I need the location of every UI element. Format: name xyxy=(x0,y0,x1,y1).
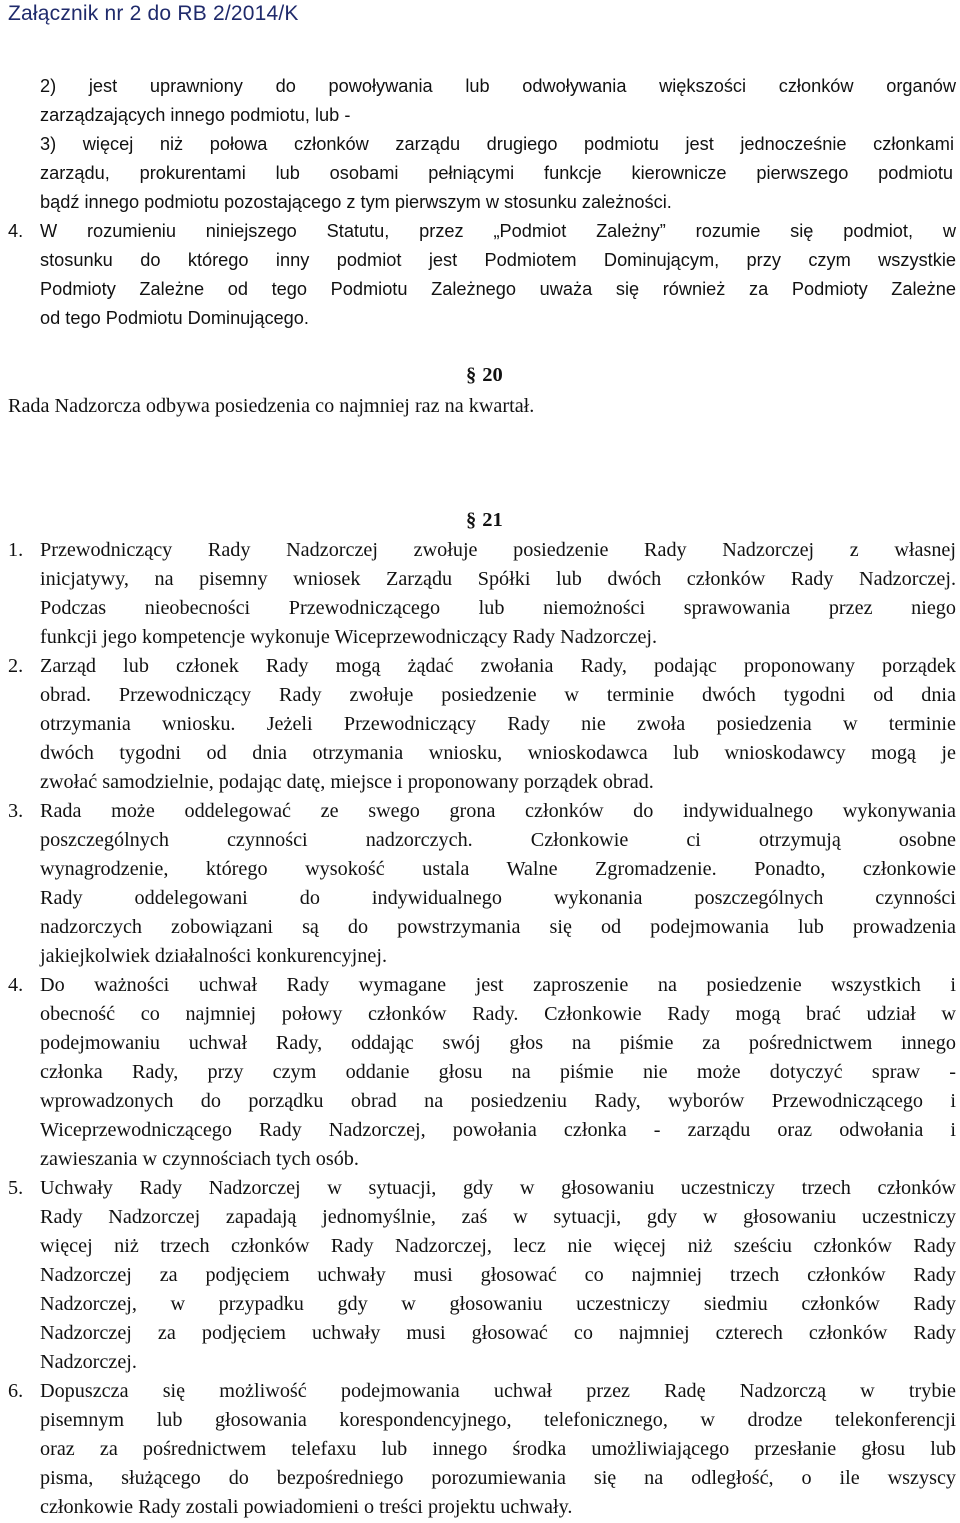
point-line: zwołać samodzielnie, podając datę, miejsce i proponowany porządek obrad. xyxy=(40,771,654,793)
point-line: Dopuszcza się możliwość podejmowania uchwał przez Radę Nadzorczą w trybie xyxy=(40,1380,956,1402)
point-number: 1. xyxy=(8,539,24,561)
section-number: 20 xyxy=(482,364,503,386)
intro-line: 3) więcej niż połowa członków zarządu drugiego podmiotu jest jednocześnie członkami xyxy=(40,134,954,154)
point-line: więcej niż trzech członków Rady Nadzorczej, lecz nie więcej niż sześciu członków Rady xyxy=(40,1235,956,1257)
paragraph-symbol: § xyxy=(466,509,477,531)
point-line: obecność co najmniej połowy członków Rady. Członkowie Rady mogą brać udział w xyxy=(40,1003,956,1025)
point-line: obrad. Przewodniczący Rady zwołuje posiedzenie w terminie dwóch tygodni od dnia xyxy=(40,684,956,706)
point-line: Rady oddelegowani do indywidualnego wykonania poszczególnych czynności xyxy=(40,887,956,909)
section-heading-20 xyxy=(466,364,503,387)
point-line: członka Rady, przy czym oddanie głosu na piśmie nie może dotyczyć spraw - xyxy=(40,1061,956,1083)
point-line: Nadzorczej. xyxy=(40,1351,137,1373)
item-line: od tego Podmiotu Dominującego. xyxy=(40,308,309,328)
intro-line: zarządu, prokurentami lub osobami pełniącymi funkcje kierownicze pierwszego podmiotu xyxy=(40,163,953,183)
point-line: Wiceprzewodniczącego Rady Nadzorczej, powołania członka - zarządu oraz odwołania i xyxy=(40,1119,956,1141)
point-line: Zarząd lub członek Rady mogą żądać zwołania Rady, podając proponowany porządek xyxy=(40,655,956,677)
point-line: jakiejkolwiek działalności konkurencyjnej. xyxy=(40,945,388,967)
item-line: Podmioty Zależne od tego Podmiotu Zależnego uważa się również za Podmioty Zależne xyxy=(40,279,956,299)
point-line: dwóch tygodni od dnia otrzymania wniosku, wnioskodawca lub wnioskodawcy mogą je xyxy=(40,742,956,764)
point-line: Rady Nadzorczej zapadają jednomyślnie, zaś w sytuacji, gdy w głosowaniu uczestniczy xyxy=(40,1206,956,1228)
intro-line: 2) jest uprawniony do powoływania lub odwoływania większości członków organów xyxy=(40,76,956,96)
point-number: 2. xyxy=(8,655,24,677)
point-line: Nadzorczej za podjęciem uchwały musi głosować co najmniej czterech członków Rady xyxy=(40,1322,956,1344)
point-line: Uchwały Rady Nadzorczej w sytuacji, gdy w głosowaniu uczestniczy trzech członków xyxy=(40,1177,956,1199)
item-number: 4. xyxy=(8,221,24,241)
intro-line: bądź innego podmiotu pozostającego z tym pierwszym w stosunku zależności. xyxy=(40,192,672,212)
point-line: wynagrodzenie, którego wysokość ustala Walne Zgromadzenie. Ponadto, członkowie xyxy=(40,858,956,880)
point-line: Rada może oddelegować ze swego grona członków do indywidualnego wykonywania xyxy=(40,800,956,822)
section-number: 21 xyxy=(482,509,503,531)
point-line: oraz za pośrednictwem telefaxu lub innego środka umożliwiającego przesłanie głosu lub xyxy=(40,1438,956,1460)
point-number: 6. xyxy=(8,1380,24,1402)
point-line: poszczególnych czynności nadzorczych. Członkowie ci otrzymują osobne xyxy=(40,829,956,851)
point-line: inicjatywy, na pisemny wniosek Zarządu Spółki lub dwóch członków Rady Nadzorczej. xyxy=(40,568,956,590)
point-line: nadzorczych zobowiązani są do powstrzymania się od podejmowania lub prowadzenia xyxy=(40,916,956,938)
point-line: otrzymania wniosku. Jeżeli Przewodniczący Rady nie zwoła posiedzenia w terminie xyxy=(40,713,956,735)
item-line: W rozumieniu niniejszego Statutu, przez „Podmiot Zależny” rozumie się podmiot, w xyxy=(40,221,956,241)
section-text: Rada Nadzorcza odbywa posiedzenia co najmniej raz na kwartał. xyxy=(8,395,535,417)
point-line: pisma, służącego do bezpośredniego porozumiewania się na odległość, o ile wszyscy xyxy=(40,1467,956,1489)
point-line: członkowie Rady zostali powiadomieni o treści projektu uchwały. xyxy=(40,1496,573,1518)
point-line: Przewodniczący Rady Nadzorczej zwołuje posiedzenie Rady Nadzorczej z własnej xyxy=(40,539,956,561)
point-number: 5. xyxy=(8,1177,24,1199)
point-line: wprowadzonych do porządku obrad na posiedzeniu Rady, wyborów Przewodniczącego i xyxy=(40,1090,956,1112)
point-line: Nadzorczej, w przypadku gdy w głosowaniu uczestniczy siedmiu członków Rady xyxy=(40,1293,956,1315)
point-line: Podczas nieobecności Przewodniczącego lub niemożności sprawowania przez niego xyxy=(40,597,956,619)
point-line: funkcji jego kompetencje wykonuje Wiceprzewodniczący Rady Nadzorczej. xyxy=(40,626,658,648)
intro-line: zarządzających innego podmiotu, lub - xyxy=(40,105,351,125)
document-header: Załącznik nr 2 do RB 2/2014/K xyxy=(8,2,299,25)
point-line: Do ważności uchwał Rady wymagane jest zaproszenie na posiedzenie wszystkich i xyxy=(40,974,956,996)
point-line: pisemnym lub głosowania korespondencyjnego, telefonicznego, w drodze telekonferencji xyxy=(40,1409,956,1431)
point-number: 4. xyxy=(8,974,24,996)
point-line: zawieszania w czynnościach tych osób. xyxy=(40,1148,359,1170)
point-number: 3. xyxy=(8,800,24,822)
item-line: stosunku do którego inny podmiot jest Podmiotem Dominującym, przy czym wszystkie xyxy=(40,250,956,270)
paragraph-symbol: § xyxy=(466,364,477,386)
point-line: podejmowaniu uchwał Rady, oddając swój głos na piśmie za pośrednictwem innego xyxy=(40,1032,956,1054)
section-heading-21 xyxy=(466,509,503,532)
point-line: Nadzorczej za podjęciem uchwały musi głosować co najmniej trzech członków Rady xyxy=(40,1264,956,1286)
